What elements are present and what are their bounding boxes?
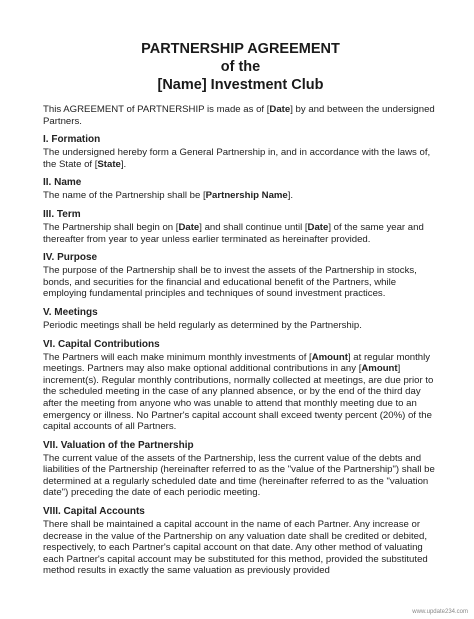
name-text-pre: The name of the Partnership shall be [	[43, 190, 206, 202]
title-line-3: [Name] Investment Club	[157, 77, 324, 93]
term-date-1: Date	[178, 221, 200, 233]
term-text-mid: ] and shall continue until [	[199, 221, 308, 233]
intro-text-post: ] by and between the undersigned Partners.	[43, 104, 435, 127]
formation-text-pre: The undersigned hereby form a General Partnership in, and in accordance with the laws of, the State of [	[43, 147, 431, 170]
section-body-term	[43, 222, 438, 245]
watermark-text: www.update234.com	[412, 609, 468, 615]
capital-amount-1: Amount	[311, 351, 348, 363]
title-line-1: PARTNERSHIP AGREEMENT	[141, 41, 340, 57]
section-body-accounts: There shall be maintained a capital account in the name of each Partner. Any increase or decrease in the value of the Partnership on any valuation date shall be credited or debited, respectively, to each Partner's capital account on that date. Any other method of valuating each Partner's capital account may be substituted for this method, provided the substituted method results in exactly the same valuation as previously provided	[43, 519, 428, 577]
term-text-pre: The Partnership shall begin on [	[43, 221, 179, 233]
section-body-meetings: Periodic meetings shall be held regularly as determined by the Partnership.	[43, 319, 362, 331]
section-heading-accounts: VIII. Capital Accounts	[43, 506, 145, 518]
section-body-formation	[43, 147, 438, 170]
title-line-2: of the	[220, 59, 261, 75]
capital-text-pre: The Partners will each make minimum monthly investments of [	[43, 351, 312, 363]
intro-text-pre: This AGREEMENT of PARTNERSHIP is made as of [	[43, 104, 270, 115]
intro-date: Date	[269, 104, 291, 115]
section-body-valuation: The current value of the assets of the Partnership, less the current value of the debts and liabilities of the Partnership (hereinafter referred to as the "value of the Partnership") shall be determined at a regularly scheduled date and time (hereinafter referred to as the "valuation date") preceding the date of each periodic meeting.	[43, 452, 435, 499]
section-heading-valuation: VII. Valuation of the Partnership	[43, 439, 194, 451]
section-heading-purpose: IV. Purpose	[43, 252, 98, 264]
section-heading-term: III. Term	[43, 208, 81, 220]
capital-text-post: ] increment(s). Regular monthly contributions, normally collected at meetings, are due prior to the scheduled meeting in the case of any planned absence, or by the end of the third day after the meeting from anyone who was unable to attend that monthly meeting due to an emergency or illness. No Partner's capital account shall exceed twenty percent (20%) of the capital accounts of all Partners.	[43, 363, 434, 433]
section-heading-meetings: V. Meetings	[43, 306, 98, 318]
section-body-purpose: The purpose of the Partnership shall be to invest the assets of the Partnership in stocks, bonds, and securities for the financial and educational benefit of the Partners, while employing fundamental principles and techniques of sound investment practices.	[43, 265, 417, 300]
formation-state: State	[97, 158, 121, 170]
section-heading-formation: I. Formation	[43, 134, 101, 146]
name-text-post: ].	[287, 190, 294, 202]
section-heading-name: II. Name	[43, 177, 82, 189]
section-heading-capital: VI. Capital Contributions	[43, 338, 160, 350]
term-date-2: Date	[307, 221, 329, 233]
formation-text-post: ].	[120, 158, 127, 170]
section-body-capital	[43, 352, 438, 433]
term-text-post: ] of the same year and thereafter from year to year unless earlier terminated as hereinafter provided.	[43, 221, 424, 245]
intro-paragraph	[43, 104, 438, 127]
document-title	[43, 40, 438, 94]
name-partnership-name: Partnership Name	[205, 190, 288, 202]
capital-amount-2: Amount	[361, 363, 398, 375]
capital-text-mid: ] at regular monthly meetings. Partners may also make optional additional contributions in any [	[43, 351, 431, 375]
section-body-name	[43, 190, 438, 202]
